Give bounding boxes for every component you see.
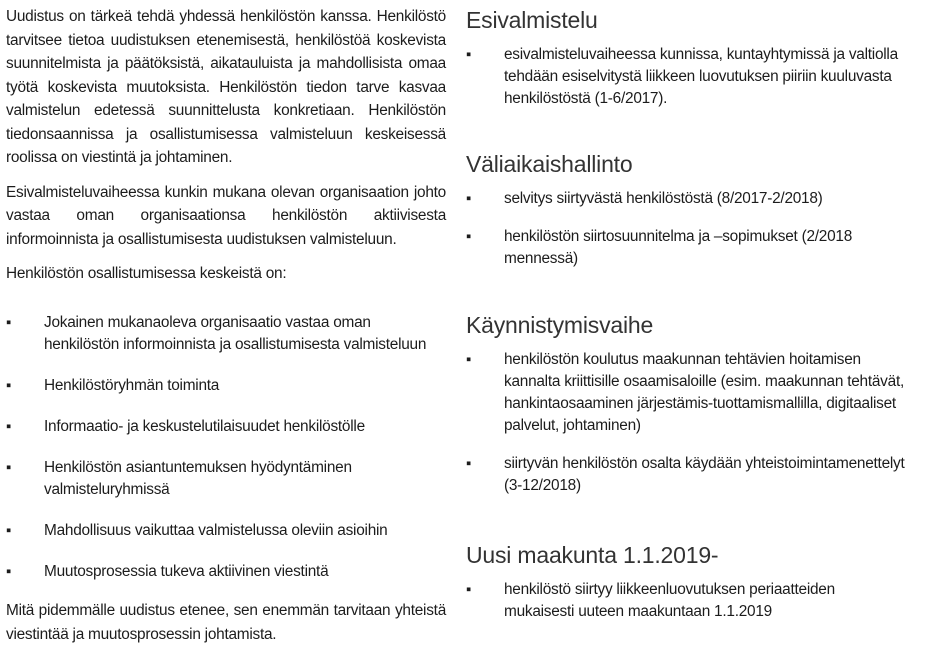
bullet-icon: ▪ — [6, 522, 12, 539]
responsibility-paragraph: Esivalmisteluvaiheessa kunkin mukana olevan organisaation johto vastaa oman organisaationsa henkilöstön aktiivisesta informoinnista ja osallistumisesta uudistuksen valmisteluun. — [6, 183, 446, 248]
bullet-icon: ▪ — [6, 314, 12, 331]
list-item — [466, 188, 906, 210]
list-item — [6, 312, 446, 356]
participation-list — [6, 312, 446, 583]
section-heading: Uusi maakunta 1.1.2019- — [466, 542, 719, 568]
list-item-text: Jokainen mukanaoleva organisaatio vastaa oman henkilöstön informoinnista ja osallistumisesta valmisteluun — [44, 314, 427, 353]
list-item — [6, 375, 446, 397]
list-item — [466, 44, 906, 110]
participation-lead-in: Henkilöstön osallistumisessa keskeistä on: — [6, 265, 287, 282]
list-item — [6, 561, 446, 583]
section-heading: Esivalmistelu — [466, 7, 598, 33]
list-item-text: Henkilöstöryhmän toiminta — [44, 377, 220, 394]
list-item — [466, 579, 906, 623]
bullet-icon: ▪ — [6, 459, 12, 476]
bullet-icon: ▪ — [6, 418, 12, 435]
bullet-icon: ▪ — [6, 563, 12, 580]
left-column — [6, 0, 446, 643]
bullet-icon: ▪ — [466, 190, 472, 207]
section-list — [466, 188, 906, 270]
bullet-icon: ▪ — [466, 351, 472, 368]
section-list — [466, 349, 906, 497]
section-esivalmistelu — [466, 6, 906, 110]
intro-paragraph: Uudistus on tärkeä tehdä yhdessä henkilöstön kanssa. Henkilöstö tarvitsee tietoa uudistuksen etenemisestä, henkilöstöä koskevista suunnitelmista ja päätöksistä, aikatauluista ja mahdollisista omaa työtä koskevista muutoksista. Henkilöstön tiedon tarve kasvaa valmistelun edetessä suunnittelusta konkretiaan. Henkilöstön tiedonsaannissa ja osallistumisessa valmisteluun keskeisessä roolissa on viestintä ja johtaminen. — [6, 8, 446, 166]
list-item-text: Informaatio- ja keskustelutilaisuudet henkilöstölle — [44, 418, 365, 435]
list-item — [466, 453, 906, 497]
list-item-text: siirtyvän henkilöstön osalta käydään yhteistoimintamenettelyt (3-12/2018) — [504, 455, 905, 494]
list-item — [466, 349, 906, 437]
section-valiaikaishallinto — [466, 150, 906, 270]
section-uusi-maakunta — [466, 541, 906, 623]
bullet-icon: ▪ — [466, 228, 472, 245]
outro-paragraph: Mitä pidemmälle uudistus etenee, sen enemmän tarvitaan yhteistä viestintää ja muutosprosessin johtamista. — [6, 602, 446, 643]
list-item-text: Henkilöstön asiantuntemuksen hyödyntäminen valmisteluryhmissä — [44, 459, 352, 498]
list-item — [6, 457, 446, 501]
bullet-icon: ▪ — [466, 455, 472, 472]
section-kaynnistymisvaihe — [466, 311, 906, 497]
list-item-text: henkilöstön siirtosuunnitelma ja –sopimukset (2/2018 mennessä) — [504, 228, 853, 267]
list-item-text: esivalmisteluvaiheessa kunnissa, kuntayhtymissä ja valtiolla tehdään esiselvitystä liikkeen luovutuksen piiriin kuuluvasta henkilöstöstä (1-6/2017). — [504, 46, 898, 107]
list-item — [6, 416, 446, 438]
list-item-text: selvitys siirtyvästä henkilöstöstä (8/2017-2/2018) — [504, 190, 823, 207]
list-item-text: Mahdollisuus vaikuttaa valmistelussa oleviin asioihin — [44, 522, 388, 539]
list-item-text: henkilöstön koulutus maakunnan tehtävien hoitamisen kannalta kriittisille osaamisaloille (esim. maakunnan tehtävät, hankintaosaaminen järjestämis-tuottamismallilla, digitaaliset palvelut, johtaminen) — [504, 351, 904, 434]
section-heading: Käynnistymisvaihe — [466, 312, 654, 338]
list-item-text: henkilöstö siirtyy liikkeenluovutuksen periaatteiden mukaisesti uuteen maakuntaan 1.1.2019 — [504, 581, 835, 620]
list-item — [466, 226, 906, 270]
list-item — [6, 520, 446, 542]
bullet-icon: ▪ — [6, 377, 12, 394]
bullet-icon: ▪ — [466, 581, 472, 598]
section-list — [466, 579, 906, 623]
bullet-icon: ▪ — [466, 46, 472, 63]
section-heading: Väliaikaishallinto — [466, 151, 633, 177]
section-list — [466, 44, 906, 110]
list-item-text: Muutosprosessia tukeva aktiivinen viestintä — [44, 563, 329, 580]
